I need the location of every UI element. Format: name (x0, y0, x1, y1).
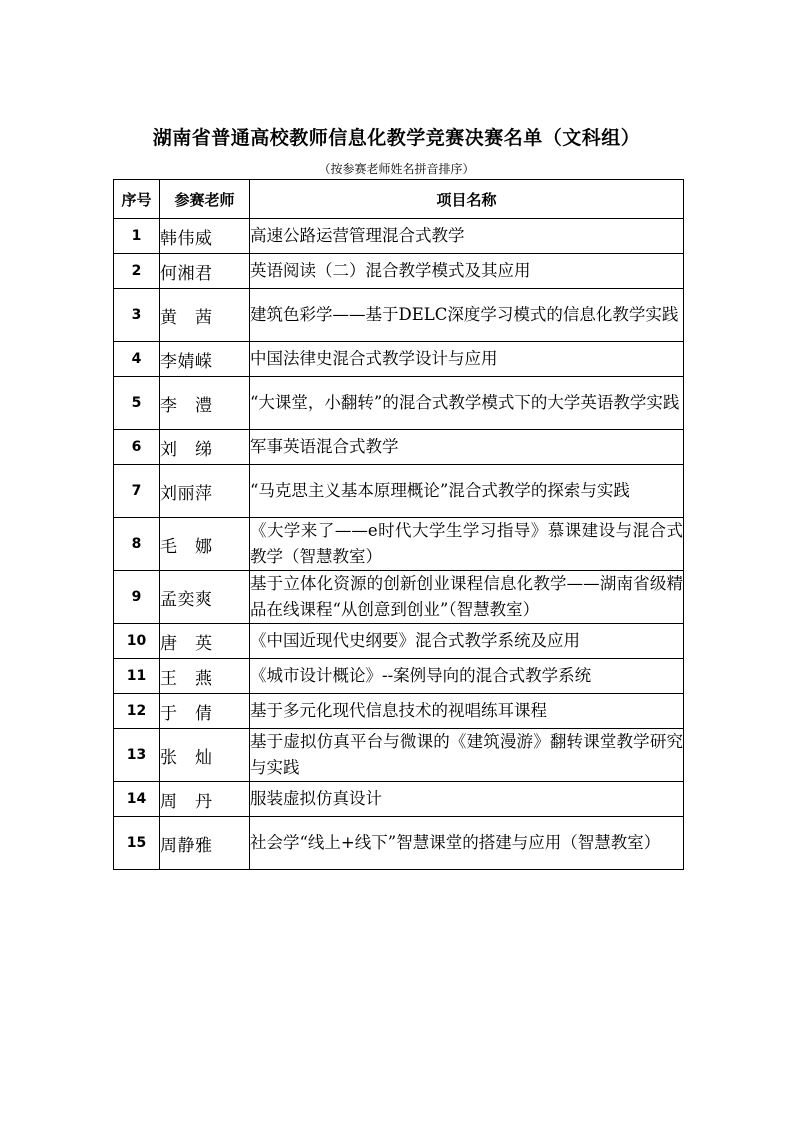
row-number: 14 (114, 782, 160, 817)
teacher-name: 李 澧 (160, 377, 250, 430)
row-number: 1 (114, 219, 160, 254)
teacher-name: 韩伟威 (160, 219, 250, 254)
table-row (114, 219, 684, 254)
project-name: 基于立体化资源的创新创业课程信息化教学——湖南省级精品在线课程“从创意到创业”（智慧教室） (250, 571, 684, 624)
project-name: 《中国近现代史纲要》混合式教学系统及应用 (250, 624, 684, 659)
column-header-no: 序号 (114, 180, 160, 219)
project-name: 《大学来了——e时代大学生学习指导》慕课建设与混合式教学（智慧教室） (250, 518, 684, 571)
teacher-name: 孟奕爽 (160, 571, 250, 624)
teacher-name: 毛 娜 (160, 518, 250, 571)
table-row (114, 289, 684, 342)
table-row (114, 571, 684, 624)
column-header-project: 项目名称 (250, 180, 684, 219)
table-header-row (114, 180, 684, 219)
row-number: 3 (114, 289, 160, 342)
project-name: 建筑色彩学——基于DELC深度学习模式的信息化教学实践 (250, 289, 684, 342)
project-name: 高速公路运营管理混合式教学 (250, 219, 684, 254)
row-number: 9 (114, 571, 160, 624)
teacher-name: 黄 茜 (160, 289, 250, 342)
row-number: 8 (114, 518, 160, 571)
teacher-name: 张 灿 (160, 729, 250, 782)
row-number: 12 (114, 694, 160, 729)
row-number: 11 (114, 659, 160, 694)
table-row (114, 518, 684, 571)
table-row (114, 817, 684, 870)
table-row (114, 342, 684, 377)
table-row (114, 377, 684, 430)
column-header-teacher: 参赛老师 (160, 180, 250, 219)
table-row (114, 430, 684, 465)
row-number: 15 (114, 817, 160, 870)
project-name: 中国法律史混合式教学设计与应用 (250, 342, 684, 377)
row-number: 2 (114, 254, 160, 289)
table-row (114, 465, 684, 518)
project-name: 英语阅读（二）混合教学模式及其应用 (250, 254, 684, 289)
project-name: 基于多元化现代信息技术的视唱练耳课程 (250, 694, 684, 729)
row-number: 4 (114, 342, 160, 377)
finalist-table (113, 179, 684, 870)
row-number: 5 (114, 377, 160, 430)
project-name: 《城市设计概论》--案例导向的混合式教学系统 (250, 659, 684, 694)
teacher-name: 周静雅 (160, 817, 250, 870)
table-row (114, 729, 684, 782)
table-row (114, 624, 684, 659)
project-name: 军事英语混合式教学 (250, 430, 684, 465)
teacher-name: 李婧嵘 (160, 342, 250, 377)
project-name: 服装虚拟仿真设计 (250, 782, 684, 817)
teacher-name: 周 丹 (160, 782, 250, 817)
teacher-name: 于 倩 (160, 694, 250, 729)
page-title: 湖南省普通高校教师信息化教学竞赛决赛名单（文科组） (152, 127, 641, 149)
project-name: “大课堂，小翻转”的混合式教学模式下的大学英语教学实践 (250, 377, 684, 430)
table-row (114, 659, 684, 694)
teacher-name: 刘 绨 (160, 430, 250, 465)
project-name: “马克思主义基本原理概论”混合式教学的探索与实践 (250, 465, 684, 518)
table-row (114, 254, 684, 289)
table-row (114, 782, 684, 817)
row-number: 6 (114, 430, 160, 465)
table-row (114, 694, 684, 729)
row-number: 13 (114, 729, 160, 782)
page-subtitle: （按参赛老师姓名拼音排序） (318, 162, 475, 176)
teacher-name: 刘丽萍 (160, 465, 250, 518)
teacher-name: 何湘君 (160, 254, 250, 289)
teacher-name: 王 燕 (160, 659, 250, 694)
project-name: 社会学“线上+线下”智慧课堂的搭建与应用（智慧教室） (250, 817, 684, 870)
teacher-name: 唐 英 (160, 624, 250, 659)
row-number: 7 (114, 465, 160, 518)
row-number: 10 (114, 624, 160, 659)
project-name: 基于虚拟仿真平台与微课的《建筑漫游》翻转课堂教学研究与实践 (250, 729, 684, 782)
